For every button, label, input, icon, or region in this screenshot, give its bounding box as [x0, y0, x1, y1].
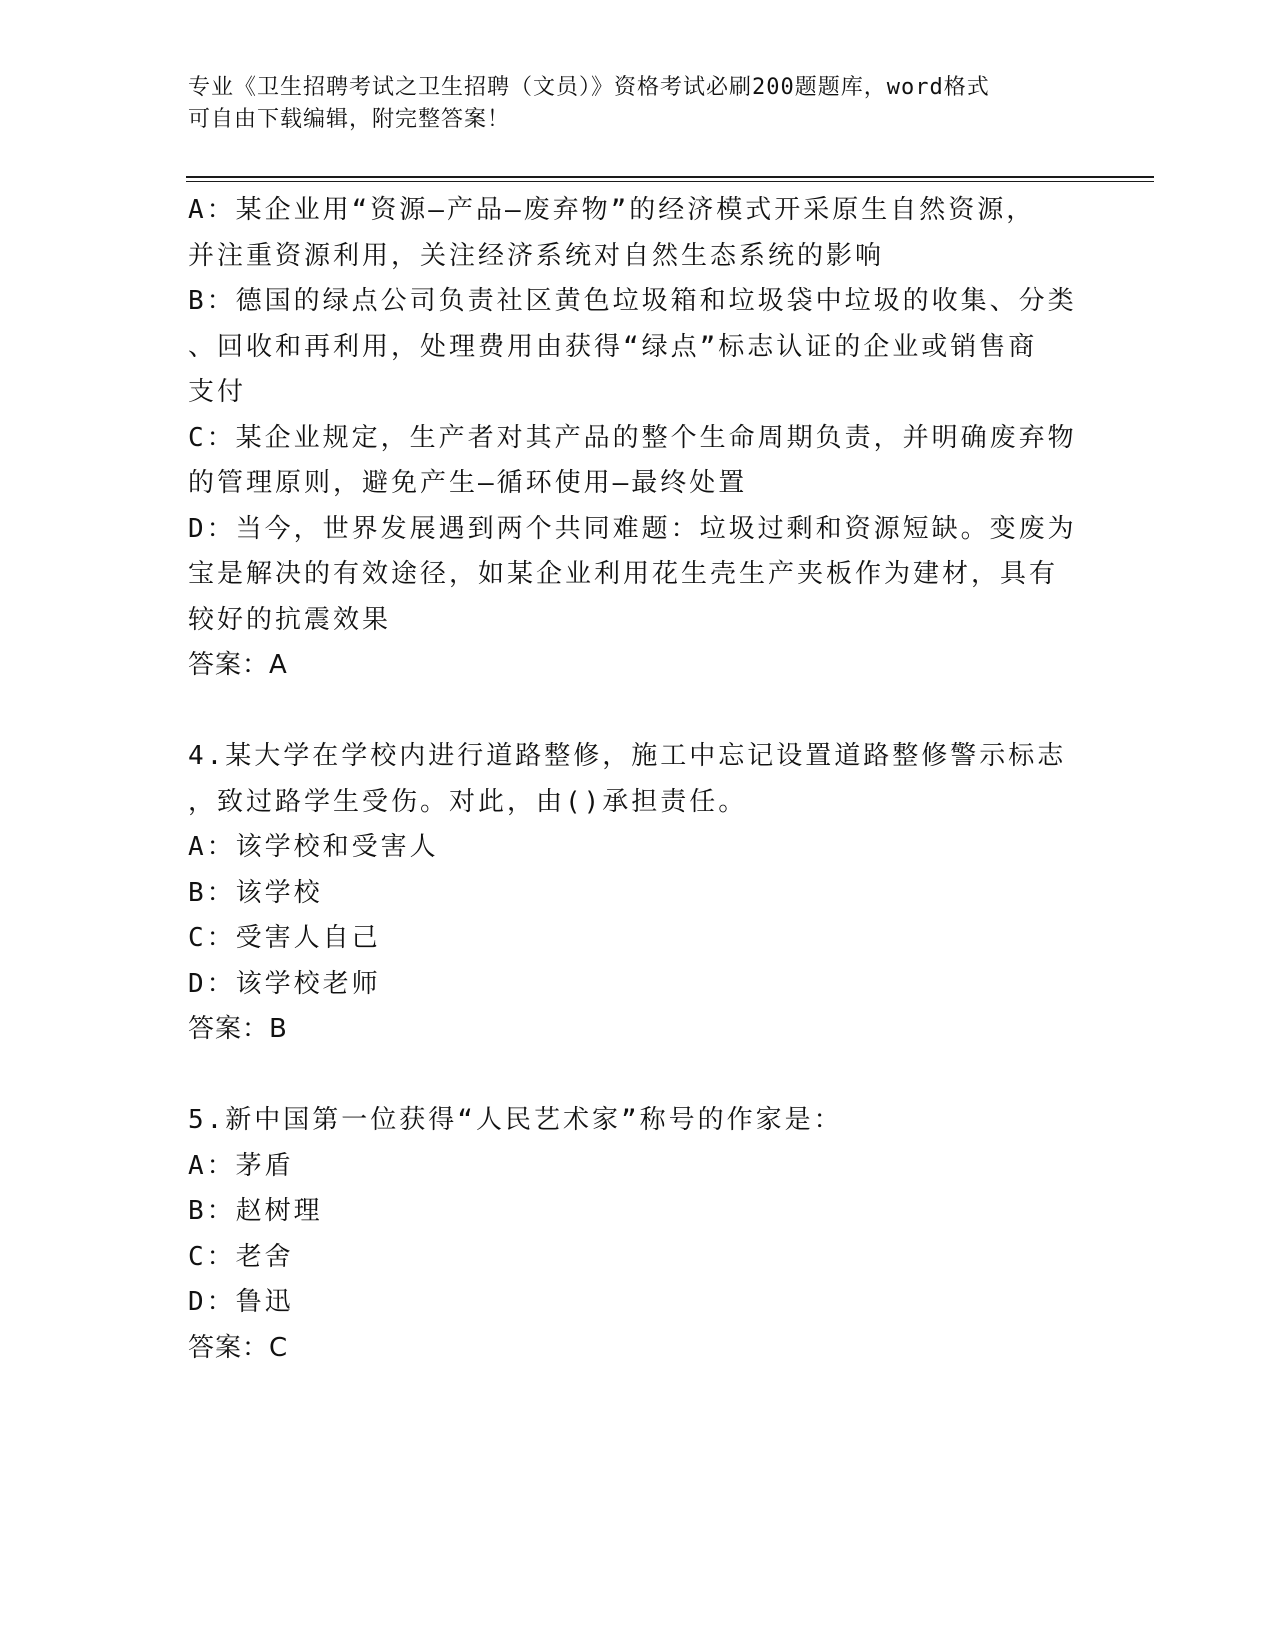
question-5-option-d: D：鲁迅 [188, 1287, 294, 1317]
question-4-stem-line-2: ，致过路学生受伤。对此，由()承担责任。 [188, 786, 748, 817]
question-3-option-c [188, 416, 1088, 507]
header-rule-thick [186, 176, 1154, 178]
question-5-stem: 5.新中国第一位获得“人民艺术家”称号的作家是： [188, 1105, 843, 1135]
question-4-stem-line-1: 4.某大学在学校内进行道路整修，施工中忘记设置道路整修警示标志 [188, 741, 1067, 771]
option-text-line: D：当今，世界发展遇到两个共同难题：垃圾过剩和资源短缺。变废为 [188, 513, 1077, 544]
question-3-answer: 答案：A [188, 650, 288, 680]
option-text-line: 支付 [188, 377, 247, 407]
question-4-option-d: D：该学校老师 [188, 968, 381, 999]
question-5-answer: 答案：C [188, 1332, 289, 1363]
question-4-block [188, 734, 1088, 1053]
page-header [188, 72, 1068, 136]
question-3-option-a [188, 188, 1088, 279]
option-text-line: C：某企业规定，生产者对其产品的整个生命周期负责，并明确废弃物 [188, 422, 1077, 453]
question-5-option-a: A：茅盾 [188, 1150, 294, 1181]
header-rule-thin [186, 181, 1154, 182]
option-text-line: A：某企业用“资源—产品—废弃物”的经济模式开采原生自然资源， [188, 195, 1036, 225]
question-spacer [188, 689, 1088, 735]
question-5-block [188, 1098, 1088, 1371]
question-3-block [188, 188, 1088, 689]
question-5-option-b: B：赵树理 [188, 1196, 323, 1226]
question-4-option-c: C：受害人自己 [188, 923, 381, 953]
option-text-line: 较好的抗震效果 [188, 604, 392, 635]
question-content [188, 188, 1088, 1371]
option-text-line: 并注重资源利用，关注经济系统对自然生态系统的影响 [188, 240, 885, 271]
question-5-option-c: C：老舍 [188, 1241, 294, 1272]
header-line-2: 可自由下载编辑，附完整答案！ [188, 107, 511, 132]
question-4-answer: 答案：B [188, 1014, 288, 1044]
option-text-line: 宝是解决的有效途径，如某企业利用花生壳生产夹板作为建材，具有 [188, 559, 1059, 589]
question-spacer [188, 1053, 1088, 1099]
question-3-option-b [188, 279, 1088, 416]
option-text-line: 、回收和再利用，处理费用由获得“绿点”标志认证的企业或销售商 [188, 331, 1038, 362]
option-text-line: 的管理原则，避免产生—循环使用—最终处置 [188, 468, 748, 498]
option-text-line: B：德国的绿点公司负责社区黄色垃圾箱和垃圾袋中垃圾的收集、分类 [188, 286, 1077, 316]
header-line-1: 专业《卫生招聘考试之卫生招聘（文员）》资格考试必刷200题题库，word格式 [188, 75, 990, 100]
question-3-option-d [188, 507, 1088, 644]
question-4-option-a: A：该学校和受害人 [188, 832, 439, 862]
question-4-option-b: B：该学校 [188, 877, 323, 908]
